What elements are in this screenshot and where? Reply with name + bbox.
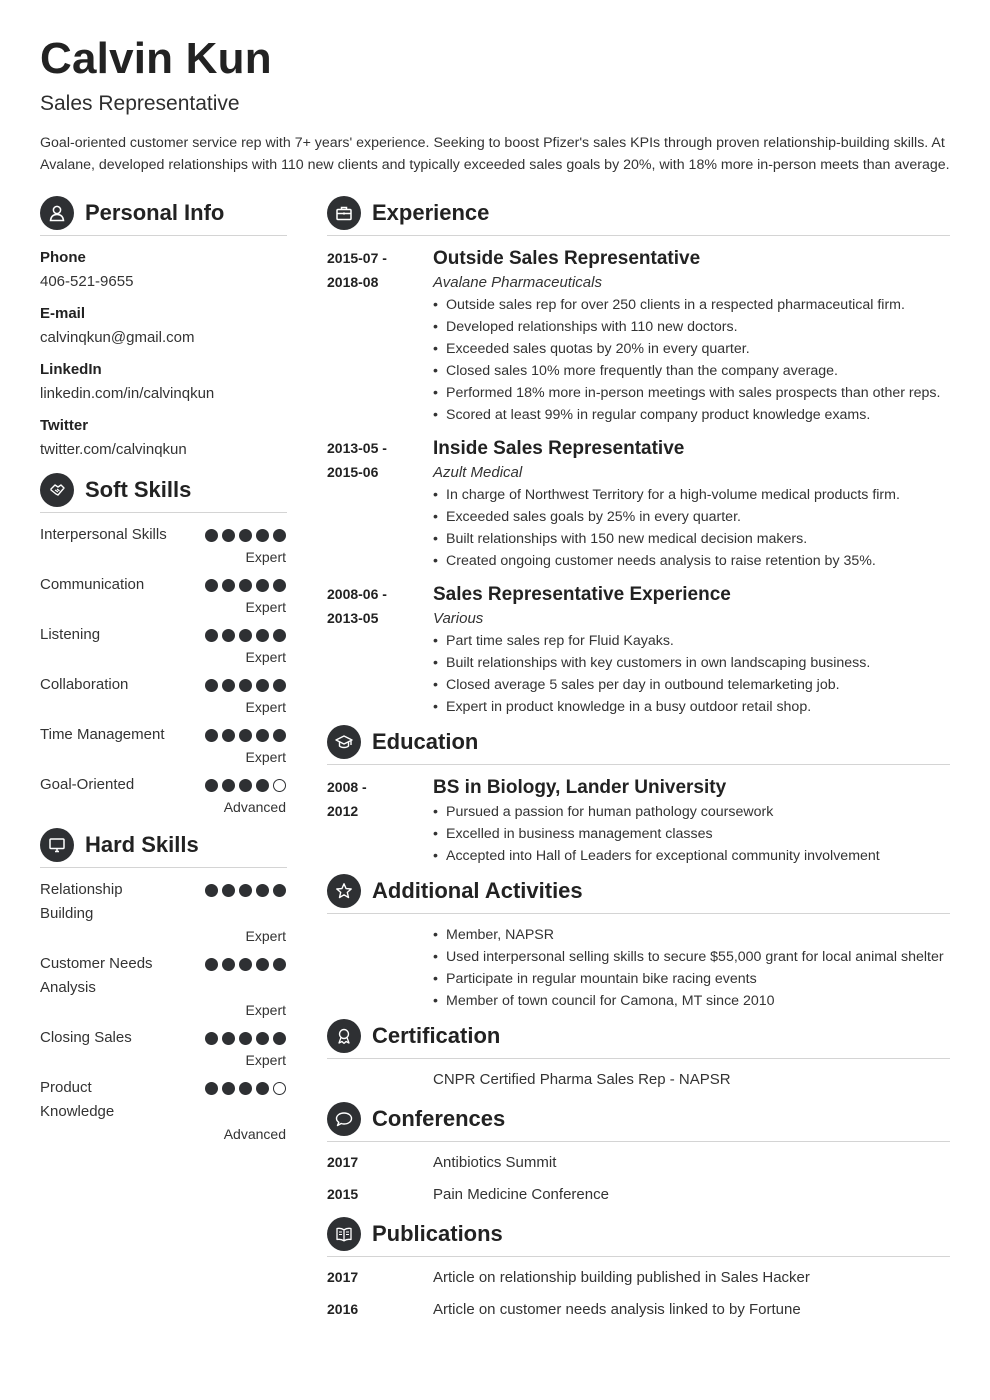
skill-name: Product Knowledge [40, 1079, 115, 1120]
education-entry [327, 775, 950, 867]
rating-dot-filled [256, 958, 269, 971]
rating-dot-filled [273, 729, 286, 742]
rating-dot-filled [239, 1032, 252, 1045]
publications-list [327, 1261, 950, 1325]
book-icon [327, 1217, 361, 1251]
right-column [327, 195, 950, 1325]
skill-name: Time Management [40, 726, 165, 743]
publication-row [327, 1261, 950, 1293]
skill-level: Expert [245, 1052, 286, 1068]
rating-dot-filled [273, 1032, 286, 1045]
linkedin-label: LinkedIn [40, 361, 102, 378]
soft-skills-title: Soft Skills [85, 477, 192, 502]
skill-rating [205, 1032, 286, 1045]
conference-year: 2015 [327, 1186, 359, 1202]
publication-year: 2016 [327, 1301, 359, 1317]
skill-rating [205, 779, 286, 792]
candidate-role: Sales Representative [40, 92, 240, 115]
certification-text: CNPR Certified Pharma Sales Rep - NAPSR [433, 1070, 731, 1088]
rating-dot-filled [222, 779, 235, 792]
skill-rating [205, 884, 286, 897]
left-column [40, 195, 287, 1150]
education-title: Education [372, 729, 479, 754]
conference-year: 2017 [327, 1154, 359, 1170]
bullet: • Created ongoing customer needs analysis to raise retention by 35%. [433, 550, 950, 572]
conferences-title: Conferences [372, 1106, 506, 1131]
skill-level: Expert [245, 549, 286, 565]
rating-dot-filled [239, 679, 252, 692]
email-value: calvinqkun@gmail.com [40, 329, 195, 346]
conference-name: Antibiotics Summit [433, 1153, 557, 1171]
rating-dot-filled [205, 958, 218, 971]
experience-title: Experience [372, 200, 490, 225]
rating-dot-filled [239, 1082, 252, 1095]
rating-dot-filled [256, 679, 269, 692]
rating-dot-filled [239, 729, 252, 742]
bullet: • Member of town council for Camona, MT since 2010 [433, 990, 950, 1012]
graduation-cap-icon [327, 725, 361, 759]
skill-name: Interpersonal Skills [40, 526, 167, 543]
job-date: 2013-05 - 2015-06 [327, 440, 387, 480]
linkedin-value: linkedin.com/in/calvinqkun [40, 385, 215, 402]
rating-dot-filled [256, 1082, 269, 1095]
bullet: • Used interpersonal selling skills to secure $55,000 grant for local animal shelter [433, 946, 950, 968]
personal-info-header [40, 195, 287, 236]
personal-info-list [40, 246, 287, 462]
rating-dot-filled [222, 1082, 235, 1095]
rating-dot-filled [222, 1032, 235, 1045]
skill-rating [205, 1082, 286, 1095]
skill-name: Listening [40, 626, 101, 643]
skill-level: Advanced [223, 799, 286, 815]
job-bullets [433, 484, 950, 572]
bullet: • Participate in regular mountain bike racing events [433, 968, 950, 990]
certification-row [327, 1063, 950, 1095]
experience-header [327, 195, 950, 236]
certification-title: Certification [372, 1023, 501, 1048]
rating-dot-filled [205, 779, 218, 792]
skill-level: Expert [245, 749, 286, 765]
rating-dot-filled [222, 729, 235, 742]
bullet: • Built relationships with 150 new medical decision makers. [433, 528, 950, 550]
twitter-label: Twitter [40, 417, 89, 434]
job-entry [327, 436, 950, 572]
rating-dot-filled [239, 529, 252, 542]
job-entry [327, 582, 950, 718]
monitor-icon [40, 828, 74, 862]
activities-bullets [433, 924, 950, 1012]
bullet: • Part time sales rep for Fluid Kayaks. [433, 630, 950, 652]
hard-skills-title: Hard Skills [85, 832, 199, 857]
rating-dot-empty [273, 779, 286, 792]
candidate-name: Calvin Kun [40, 34, 272, 83]
bullet: • Closed average 5 sales per day in outbound telemarketing job. [433, 674, 950, 696]
bullet: • Developed relationships with 110 new doctors. [433, 316, 950, 338]
rating-dot-filled [273, 629, 286, 642]
bullet: • Scored at least 99% in regular company product knowledge exams. [433, 404, 950, 426]
skill-level: Expert [245, 599, 286, 615]
skill-rating [205, 679, 286, 692]
rating-dot-filled [256, 1032, 269, 1045]
bullet: • Pursued a passion for human pathology coursework [433, 801, 950, 823]
bullet: • Excelled in business management classes [433, 823, 950, 845]
rating-dot-filled [205, 1082, 218, 1095]
hard-skills-list [40, 878, 287, 1144]
email-item [40, 302, 287, 350]
rating-dot-filled [205, 884, 218, 897]
job-company: Various [433, 610, 484, 627]
skill-level: Expert [245, 649, 286, 665]
skill-name: Collaboration [40, 676, 129, 693]
phone-label: Phone [40, 249, 86, 266]
rating-dot-filled [222, 884, 235, 897]
linkedin-item [40, 358, 287, 406]
degree-title: BS in Biology, Lander University [433, 777, 727, 798]
bullet: • Accepted into Hall of Leaders for exceptional community involvement [433, 845, 950, 867]
education-date: 2008 - 2012 [327, 779, 367, 819]
skill-name: Closing Sales [40, 1029, 132, 1046]
skill-row [40, 952, 287, 1020]
bullet: • Expert in product knowledge in a busy outdoor retail shop. [433, 696, 950, 718]
rating-dot-filled [273, 579, 286, 592]
rating-dot-filled [273, 958, 286, 971]
skill-name: Relationship Building [40, 881, 123, 922]
rating-dot-filled [205, 729, 218, 742]
publications-header [327, 1216, 950, 1257]
conferences-list [327, 1146, 950, 1210]
rating-dot-filled [205, 1032, 218, 1045]
phone-value: 406-521-9655 [40, 273, 134, 290]
rating-dot-filled [222, 629, 235, 642]
twitter-item [40, 414, 287, 462]
bullet: • Exceeded sales goals by 25% in every quarter. [433, 506, 950, 528]
twitter-value: twitter.com/calvinqkun [40, 441, 187, 458]
rating-dot-filled [222, 529, 235, 542]
summary: Goal-oriented customer service rep with 7+ years' experience. Seeking to boost Pfizer's sales KPIs through proven relationship-building skills. At Avalane, developed relationships with 110 new clients and typically exceeded sales goals by 20%, with 18% more in-person meets than average. [40, 135, 950, 173]
job-company: Azult Medical [433, 464, 523, 481]
job-date: 2015-07 - 2018-08 [327, 250, 387, 290]
rating-dot-filled [273, 679, 286, 692]
job-bullets [433, 630, 950, 718]
personal-info-title: Personal Info [85, 200, 225, 225]
conference-name: Pain Medicine Conference [433, 1185, 609, 1203]
rating-dot-filled [239, 958, 252, 971]
job-title: Sales Representative Experience [433, 584, 731, 605]
skill-level: Expert [245, 699, 286, 715]
publication-title: Article on relationship building published in Sales Hacker [433, 1268, 810, 1286]
bullet: • Performed 18% more in-person meetings with sales prospects than other reps. [433, 382, 950, 404]
skill-level: Expert [245, 928, 286, 944]
rating-dot-filled [273, 529, 286, 542]
activities-title: Additional Activities [372, 878, 583, 903]
job-entry [327, 246, 950, 426]
rating-dot-filled [205, 629, 218, 642]
award-icon [327, 1019, 361, 1053]
rating-dot-filled [222, 679, 235, 692]
skill-row [40, 723, 287, 767]
rating-dot-filled [239, 629, 252, 642]
skill-rating [205, 629, 286, 642]
hard-skills-header [40, 827, 287, 868]
publication-title: Article on customer needs analysis linked to by Fortune [433, 1300, 801, 1318]
rating-dot-filled [205, 529, 218, 542]
bullet: • Outside sales rep for over 250 clients in a respected pharmaceutical firm. [433, 294, 950, 316]
job-company: Avalane Pharmaceuticals [433, 274, 602, 291]
bullet: • Member, NAPSR [433, 924, 950, 946]
publication-year: 2017 [327, 1269, 359, 1285]
skill-row [40, 523, 287, 567]
skill-row [40, 1076, 287, 1144]
conferences-header [327, 1101, 950, 1142]
activities-header [327, 873, 950, 914]
certification-header [327, 1018, 950, 1059]
rating-dot-filled [273, 884, 286, 897]
skill-level: Advanced [223, 1126, 286, 1142]
job-title: Inside Sales Representative [433, 438, 685, 459]
rating-dot-filled [256, 884, 269, 897]
education-header [327, 724, 950, 765]
conference-row [327, 1146, 950, 1178]
skill-name: Communication [40, 576, 145, 593]
handshake-icon [40, 473, 74, 507]
phone-item [40, 246, 287, 294]
education-bullets [433, 801, 950, 867]
activities-entry [327, 924, 950, 1012]
briefcase-icon [327, 196, 361, 230]
rating-dot-filled [222, 958, 235, 971]
skill-rating [205, 579, 286, 592]
job-date: 2008-06 - 2013-05 [327, 586, 387, 626]
skill-rating [205, 529, 286, 542]
bullet: • Closed sales 10% more frequently than the company average. [433, 360, 950, 382]
bullet: • Exceeded sales quotas by 20% in every quarter. [433, 338, 950, 360]
conference-row [327, 1178, 950, 1210]
soft-skills-header [40, 472, 287, 513]
job-bullets [433, 294, 950, 426]
skill-rating [205, 729, 286, 742]
skill-row [40, 673, 287, 717]
bullet: • In charge of Northwest Territory for a high-volume medical products firm. [433, 484, 950, 506]
publication-row [327, 1293, 950, 1325]
user-icon [40, 196, 74, 230]
job-title: Outside Sales Representative [433, 248, 701, 269]
publications-title: Publications [372, 1221, 503, 1246]
star-icon [327, 874, 361, 908]
skill-name: Goal-Oriented [40, 776, 135, 793]
skill-level: Expert [245, 1002, 286, 1018]
rating-dot-filled [256, 729, 269, 742]
email-label: E-mail [40, 305, 86, 322]
skill-row [40, 573, 287, 617]
rating-dot-filled [256, 529, 269, 542]
skill-row [40, 623, 287, 667]
soft-skills-list [40, 523, 287, 817]
rating-dot-filled [222, 579, 235, 592]
rating-dot-filled [205, 679, 218, 692]
skill-name: Customer Needs Analysis [40, 955, 153, 996]
skill-rating [205, 958, 286, 971]
skill-row [40, 773, 287, 817]
rating-dot-filled [205, 579, 218, 592]
skill-row [40, 1026, 287, 1070]
rating-dot-filled [239, 579, 252, 592]
bullet: • Built relationships with key customers in own landscaping business. [433, 652, 950, 674]
rating-dot-filled [239, 779, 252, 792]
skill-row [40, 878, 287, 946]
rating-dot-filled [239, 884, 252, 897]
rating-dot-filled [256, 579, 269, 592]
rating-dot-filled [256, 629, 269, 642]
rating-dot-filled [256, 779, 269, 792]
rating-dot-empty [273, 1082, 286, 1095]
speech-bubble-icon [327, 1102, 361, 1136]
